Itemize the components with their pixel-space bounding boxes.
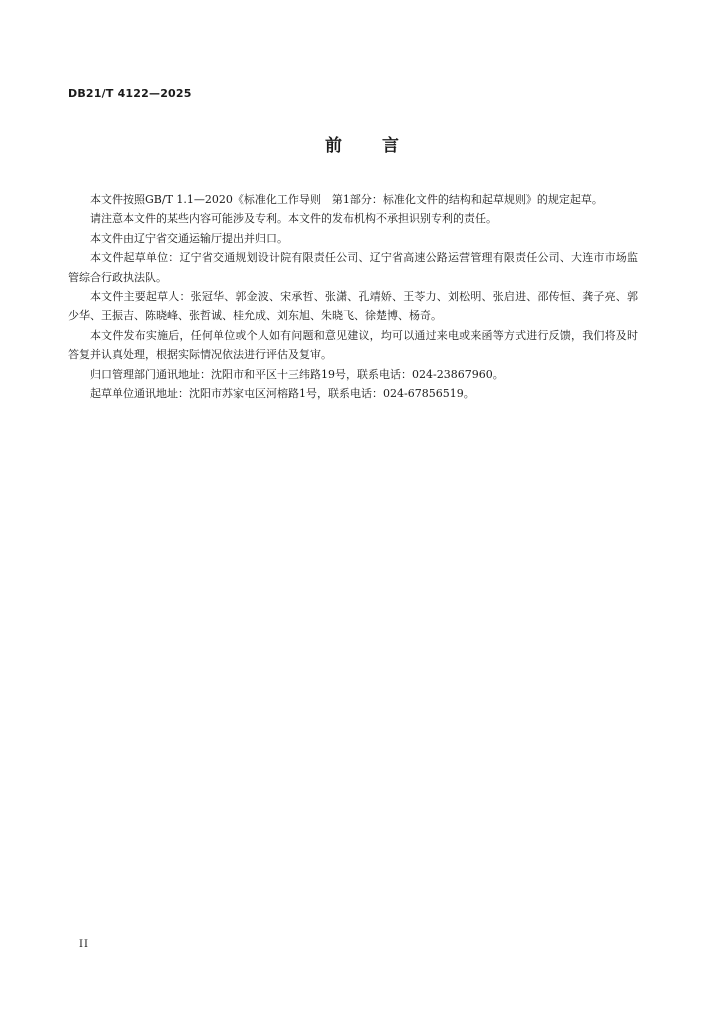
preface-body	[68, 190, 638, 403]
paragraph-proposer: 本文件由辽宁省交通运输厅提出并归口。	[90, 231, 288, 245]
paragraph-feedback: 本文件发布实施后，任何单位或个人如有问题和意见建议，均可以通过来电或来函等方式进行反馈，我们将及时答复并认真处理，根据实际情况依法进行评估及复审。	[68, 328, 638, 362]
page-title: 前言	[325, 136, 439, 156]
paragraph-drafting-units: 本文件起草单位：辽宁省交通规划设计院有限责任公司、辽宁省高速公路运营管理有限责任公司、大连市市场监管综合行政执法队。	[68, 251, 638, 284]
document-code: DB21/T 4122—2025	[68, 87, 192, 100]
paragraph-drafter-contact: 起草单位通讯地址：沈阳市苏家屯区河榕路1号，联系电话：024-67856519。	[90, 387, 475, 401]
paragraph-drafting-rules: 本文件按照GB/T 1.1—2020《标准化工作导则 第1部分：标准化文件的结构和起草规则》的规定起草。	[90, 193, 603, 206]
paragraph-drafters: 本文件主要起草人：张冠华、郭金波、宋承哲、张潇、孔靖娇、王苓力、刘松明、张启进、邵传恒、龚子亮、郭少华、王振吉、陈晓峰、张哲诚、桂允成、刘东旭、朱晓飞、徐楚博、杨奇。	[68, 290, 638, 323]
page-number: II	[79, 939, 89, 950]
paragraph-admin-contact: 归口管理部门通讯地址：沈阳市和平区十三纬路19号，联系电话：024-23867960。	[90, 367, 504, 381]
paragraph-patent-notice: 请注意本文件的某些内容可能涉及专利。本文件的发布机构不承担识别专利的责任。	[90, 212, 497, 226]
